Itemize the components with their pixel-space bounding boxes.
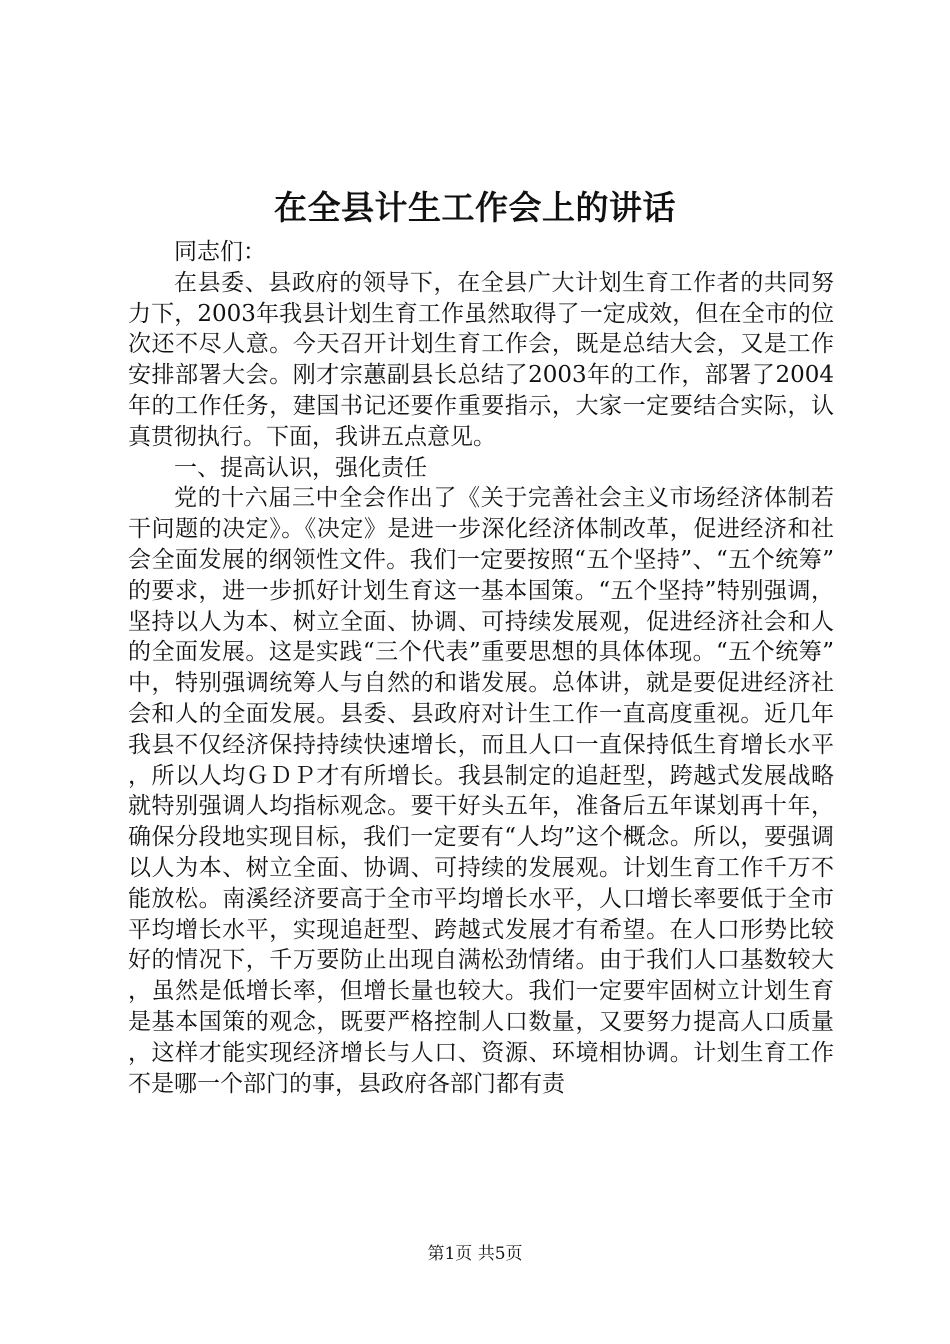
body-paragraph: 党的十六届三中全会作出了《关于完善社会主义市场经济体制若干问题的决定》。《决定》是进一步深化经济体制改革，促进经济和社会全面发展的纲领性文件。我们一定要按照“五个坚持”、“五个统筹”的要求，进一步抓好计划生育这一基本国策。“五个坚持”特别强调，坚持以人为本、树立全面、协调、可持续发展观，促进经济社会和人的全面发展。这是实践“三个代表”重要思想的具体体现。“五个统筹”中，特别强调统筹人与自然的和谐发展。总体讲，就是要促进经济社会和人的全面发展。县委、县政府对计生工作一直高度重视。近几年我县不仅经济保持持续快速增长，而且人口一直保持低生育增长水平，所以人均ＧＤＰ才有所增长。我县制定的追赶型，跨越式发展战略就特别强调人均指标观念。要干好头五年，准备后五年谋划再十年，确保分段地实现目标，我们一定要有“人均”这个概念。所以，要强调以人为本、树立全面、协调、可持续的发展观。计划生育工作千万不能放松。南溪经济要高于全市平均增长水平，人口增长率要低于全市平均增长水平，实现追赶型、跨越式发展才有希望。在人口形势比较好的情况下，千万要防止出现自满松劲情绪。由于我们人口基数较大，虽然是低增长率，但增长量也较大。我们一定要牢固树立计划生育是基本国策的观念，既要严格控制人口数量，又要努力提高人口质量，这样才能实现经济增长与人口、资源、环境相协调。计划生育工作不是哪一个部门的事，县政府各部门都有责	[128, 485, 834, 1097]
document-body	[128, 237, 834, 1099]
section-heading: 一、提高认识，强化责任	[174, 454, 427, 481]
salutation-paragraph: 同志们：	[174, 239, 266, 265]
intro-paragraph: 在县委、县政府的领导下，在全县广大计划生育工作者的共同努力下，2003年我县计划生育工作虽然取得了一定成效，但在全市的位次还不尽人意。今天召开计划生育工作会，既是总结大会，又是工作安排部署大会。刚才宗蕙副县长总结了2003年的工作，部署了2004年的工作任务，建国书记还要作重要指示，大家一定要结合实际，认真贯彻执行。下面，我讲五点意见。	[128, 269, 834, 450]
document-title: 在全县计生工作会上的讲话	[274, 188, 676, 227]
page-number-footer: 第1页 共5页	[427, 1244, 523, 1264]
